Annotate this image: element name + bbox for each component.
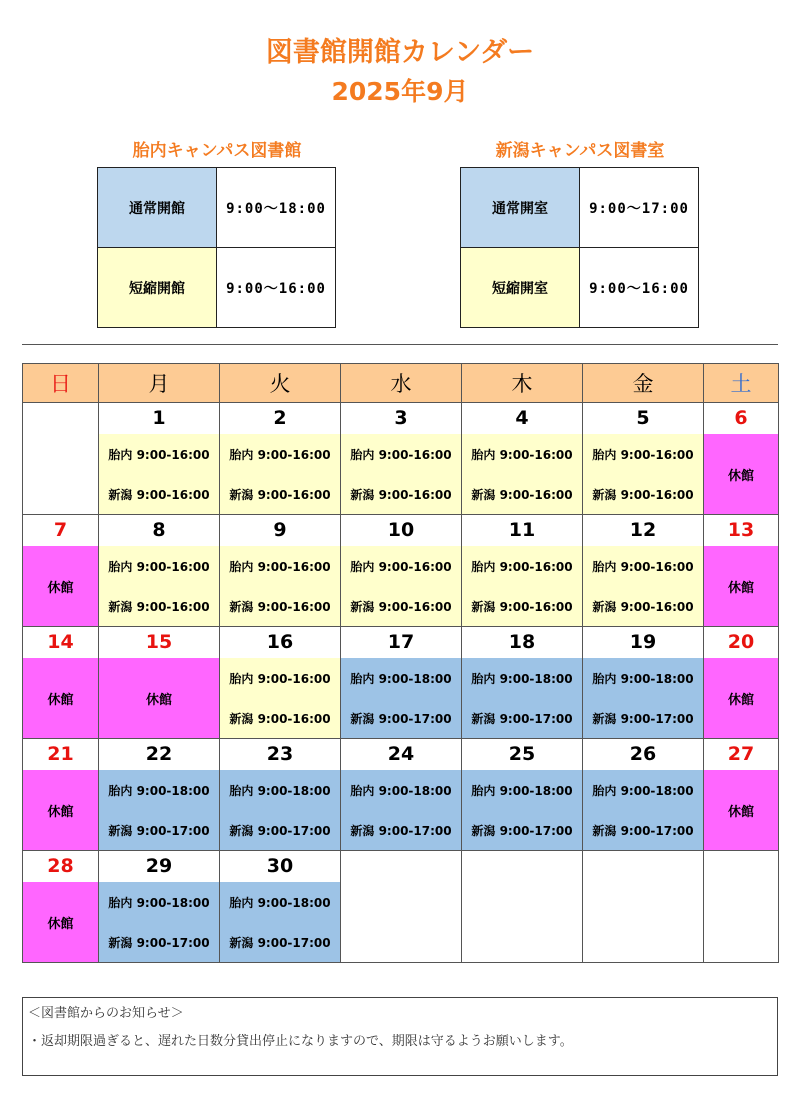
closed-label: 休館 <box>47 580 74 596</box>
short-hours-box <box>462 546 582 626</box>
niigata-hours-text: 新潟 9:00-17:00 <box>592 711 694 726</box>
calendar-day-cell <box>583 515 704 627</box>
weekday-friday: 金 <box>583 364 704 403</box>
short-hours-box <box>341 546 461 626</box>
calendar-week-row <box>23 515 779 627</box>
closed-box <box>704 658 778 738</box>
calendar-day-cell <box>462 739 583 851</box>
closed-label: 休館 <box>727 468 754 484</box>
closed-box <box>23 546 98 626</box>
day-number: 9 <box>273 519 287 541</box>
normal-hours-box <box>220 882 340 962</box>
calendar-day-cell <box>583 403 704 515</box>
calendar-day-cell <box>704 515 779 627</box>
normal-hours-box <box>462 658 582 738</box>
short-hours-box <box>583 546 703 626</box>
calendar-day-cell <box>23 851 99 963</box>
short-hours-box <box>220 434 340 514</box>
page-title: 図書館開館カレンダー <box>265 37 535 68</box>
month-title: 2025年9月 <box>331 77 469 106</box>
day-number: 5 <box>636 407 650 429</box>
day-number: 18 <box>508 631 536 653</box>
niigata-hours-text: 新潟 9:00-16:00 <box>229 599 331 614</box>
closed-label: 休館 <box>727 580 754 596</box>
tainai-hours-text: 胎内 9:00-18:00 <box>350 671 452 686</box>
niigata-normal-hours: 9:00～17:00 <box>580 168 699 248</box>
tainai-hours-text: 胎内 9:00-16:00 <box>229 447 331 462</box>
closed-box <box>704 770 778 850</box>
niigata-hours-text: 新潟 9:00-16:00 <box>592 599 694 614</box>
tainai-hours-text: 胎内 9:00-16:00 <box>350 447 452 462</box>
tainai-hours-text: 胎内 9:00-16:00 <box>471 559 573 574</box>
short-hours-box <box>341 434 461 514</box>
calendar-day-cell <box>23 515 99 627</box>
day-number: 25 <box>508 743 536 765</box>
day-number <box>462 851 582 882</box>
calendar-day-cell <box>99 739 220 851</box>
niigata-hours-text: 新潟 9:00-17:00 <box>471 711 573 726</box>
calendar-day-cell <box>341 627 462 739</box>
niigata-short-label: 短縮開室 <box>461 248 580 328</box>
calendar-week-row <box>23 739 779 851</box>
niigata-hours-text: 新潟 9:00-16:00 <box>592 487 694 502</box>
short-hours-box <box>583 434 703 514</box>
notice-body: ・返却期限過ぎると、遅れた日数分貸出停止になりますので、期限は守るようお願いします。 <box>28 1034 573 1049</box>
calendar-day-cell <box>341 851 462 963</box>
calendar-day-cell <box>220 627 341 739</box>
day-number: 26 <box>629 743 657 765</box>
niigata-campus-title: 新潟キャンパス図書室 <box>495 141 665 161</box>
calendar-day-cell <box>23 739 99 851</box>
tainai-hours-text: 胎内 9:00-18:00 <box>471 671 573 686</box>
calendar-day-cell <box>462 627 583 739</box>
tainai-hours-text: 胎内 9:00-16:00 <box>108 447 210 462</box>
calendar-day-cell <box>341 739 462 851</box>
notice-heading: ＜図書館からのお知らせ＞ <box>28 1006 184 1021</box>
day-number: 21 <box>47 743 74 765</box>
normal-hours-box <box>220 770 340 850</box>
tainai-normal-row <box>98 168 336 248</box>
calendar-week-row <box>23 403 779 515</box>
niigata-hours-text: 新潟 9:00-17:00 <box>471 823 573 838</box>
day-number: 14 <box>47 631 74 653</box>
tainai-normal-hours: 9:00～18:00 <box>217 168 336 248</box>
niigata-hours-text: 新潟 9:00-17:00 <box>108 935 210 950</box>
tainai-hours-text: 胎内 9:00-16:00 <box>108 559 210 574</box>
day-number: 2 <box>273 407 287 429</box>
calendar-day-cell <box>462 515 583 627</box>
short-hours-box <box>462 434 582 514</box>
calendar-day-cell <box>23 403 99 515</box>
closed-label: 休館 <box>145 692 172 708</box>
niigata-normal-row <box>461 168 699 248</box>
calendar-day-cell <box>462 403 583 515</box>
normal-hours-box <box>462 770 582 850</box>
niigata-hours-text: 新潟 9:00-17:00 <box>108 823 210 838</box>
day-number: 4 <box>515 407 529 429</box>
calendar-week-row <box>23 627 779 739</box>
day-number: 10 <box>387 519 415 541</box>
day-number: 1 <box>152 407 166 429</box>
calendar-day-cell <box>704 403 779 515</box>
calendar-day-cell <box>462 851 583 963</box>
tainai-campus-title: 胎内キャンパス図書館 <box>132 141 302 161</box>
niigata-short-hours: 9:00～16:00 <box>580 248 699 328</box>
weekday-tuesday: 火 <box>220 364 341 403</box>
day-number <box>704 851 778 882</box>
closed-box <box>23 770 98 850</box>
tainai-hours-text: 胎内 9:00-16:00 <box>229 559 331 574</box>
calendar-day-cell <box>220 403 341 515</box>
calendar-day-cell <box>341 515 462 627</box>
tainai-hours-text: 胎内 9:00-18:00 <box>350 783 452 798</box>
day-number: 16 <box>266 631 294 653</box>
normal-hours-box <box>583 658 703 738</box>
calendar-day-cell <box>341 403 462 515</box>
day-number: 20 <box>727 631 755 653</box>
weekday-sunday: 日 <box>23 364 99 403</box>
tainai-hours-text: 胎内 9:00-18:00 <box>229 783 331 798</box>
calendar-day-cell <box>583 739 704 851</box>
niigata-hours-text: 新潟 9:00-17:00 <box>350 711 452 726</box>
tainai-hours-text: 胎内 9:00-18:00 <box>592 783 694 798</box>
niigata-short-row <box>461 248 699 328</box>
short-hours-box <box>99 546 219 626</box>
niigata-hours-text: 新潟 9:00-16:00 <box>471 599 573 614</box>
day-number: 3 <box>394 407 408 429</box>
normal-hours-box <box>583 770 703 850</box>
day-number: 13 <box>727 519 755 541</box>
niigata-hours-text: 新潟 9:00-16:00 <box>108 487 210 502</box>
niigata-hours-text: 新潟 9:00-17:00 <box>229 935 331 950</box>
day-number: 30 <box>266 855 294 877</box>
niigata-hours-table <box>460 167 699 328</box>
niigata-hours-text: 新潟 9:00-16:00 <box>229 487 331 502</box>
niigata-hours-text: 新潟 9:00-16:00 <box>350 487 452 502</box>
calendar-day-cell <box>220 851 341 963</box>
calendar-day-cell <box>704 851 779 963</box>
closed-box <box>704 434 778 514</box>
day-number: 23 <box>266 743 294 765</box>
calendar-body <box>23 403 779 963</box>
calendar-day-cell <box>23 627 99 739</box>
niigata-hours-text: 新潟 9:00-16:00 <box>471 487 573 502</box>
day-number: 11 <box>508 519 536 541</box>
weekday-thursday: 木 <box>462 364 583 403</box>
weekday-monday: 月 <box>99 364 220 403</box>
day-number <box>583 851 703 882</box>
day-number: 12 <box>629 519 657 541</box>
closed-label: 休館 <box>727 804 754 820</box>
weekday-header-row <box>23 364 779 403</box>
day-number <box>341 851 461 882</box>
calendar-day-cell <box>99 851 220 963</box>
calendar-day-cell <box>583 627 704 739</box>
short-hours-box <box>220 658 340 738</box>
calendar-day-cell <box>704 739 779 851</box>
weekday-saturday: 土 <box>704 364 779 403</box>
tainai-hours-text: 胎内 9:00-16:00 <box>471 447 573 462</box>
tainai-hours-text: 胎内 9:00-18:00 <box>229 895 331 910</box>
weekday-wednesday: 水 <box>341 364 462 403</box>
normal-hours-box <box>341 770 461 850</box>
day-number: 7 <box>53 519 68 541</box>
closed-label: 休館 <box>47 916 74 932</box>
calendar-day-cell <box>99 515 220 627</box>
tainai-short-label: 短縮開館 <box>98 248 217 328</box>
tainai-hours-table <box>97 167 336 328</box>
tainai-short-hours: 9:00～16:00 <box>217 248 336 328</box>
normal-hours-box <box>99 882 219 962</box>
calendar-day-cell <box>99 403 220 515</box>
tainai-hours-text: 胎内 9:00-18:00 <box>592 671 694 686</box>
closed-box <box>23 882 98 962</box>
day-number: 6 <box>734 407 748 429</box>
normal-hours-box <box>99 770 219 850</box>
niigata-hours-text: 新潟 9:00-17:00 <box>350 823 452 838</box>
niigata-hours-text: 新潟 9:00-16:00 <box>108 599 210 614</box>
closed-box <box>99 658 219 738</box>
day-number: 15 <box>145 631 173 653</box>
divider <box>22 344 778 345</box>
tainai-hours-text: 胎内 9:00-16:00 <box>229 671 331 686</box>
niigata-hours-text: 新潟 9:00-17:00 <box>592 823 694 838</box>
normal-hours-box <box>341 658 461 738</box>
closed-label: 休館 <box>727 692 754 708</box>
tainai-normal-label: 通常開館 <box>98 168 217 248</box>
niigata-hours-text: 新潟 9:00-16:00 <box>350 599 452 614</box>
closed-label: 休館 <box>47 692 74 708</box>
calendar-day-cell <box>220 515 341 627</box>
tainai-hours-text: 胎内 9:00-18:00 <box>471 783 573 798</box>
calendar-day-cell <box>99 627 220 739</box>
day-number: 24 <box>387 743 415 765</box>
calendar-day-cell <box>704 627 779 739</box>
tainai-hours-text: 胎内 9:00-16:00 <box>350 559 452 574</box>
closed-label: 休館 <box>47 804 74 820</box>
calendar-table <box>22 363 779 963</box>
day-number: 29 <box>145 855 173 877</box>
calendar-day-cell <box>583 851 704 963</box>
tainai-hours-text: 胎内 9:00-16:00 <box>592 447 694 462</box>
notice-box <box>22 997 778 1076</box>
short-hours-box <box>99 434 219 514</box>
tainai-hours-text: 胎内 9:00-16:00 <box>592 559 694 574</box>
short-hours-box <box>220 546 340 626</box>
tainai-hours-text: 胎内 9:00-18:00 <box>108 783 210 798</box>
niigata-hours-text: 新潟 9:00-17:00 <box>229 823 331 838</box>
day-number: 27 <box>727 743 755 765</box>
day-number <box>23 403 98 434</box>
calendar-day-cell <box>220 739 341 851</box>
tainai-short-row <box>98 248 336 328</box>
closed-box <box>704 546 778 626</box>
day-number: 8 <box>152 519 166 541</box>
day-number: 17 <box>387 631 415 653</box>
calendar-week-row <box>23 851 779 963</box>
tainai-hours-text: 胎内 9:00-18:00 <box>108 895 210 910</box>
closed-box <box>23 658 98 738</box>
niigata-normal-label: 通常開室 <box>461 168 580 248</box>
day-number: 28 <box>47 855 74 877</box>
niigata-hours-text: 新潟 9:00-16:00 <box>229 711 331 726</box>
day-number: 19 <box>629 631 657 653</box>
day-number: 22 <box>145 743 173 765</box>
